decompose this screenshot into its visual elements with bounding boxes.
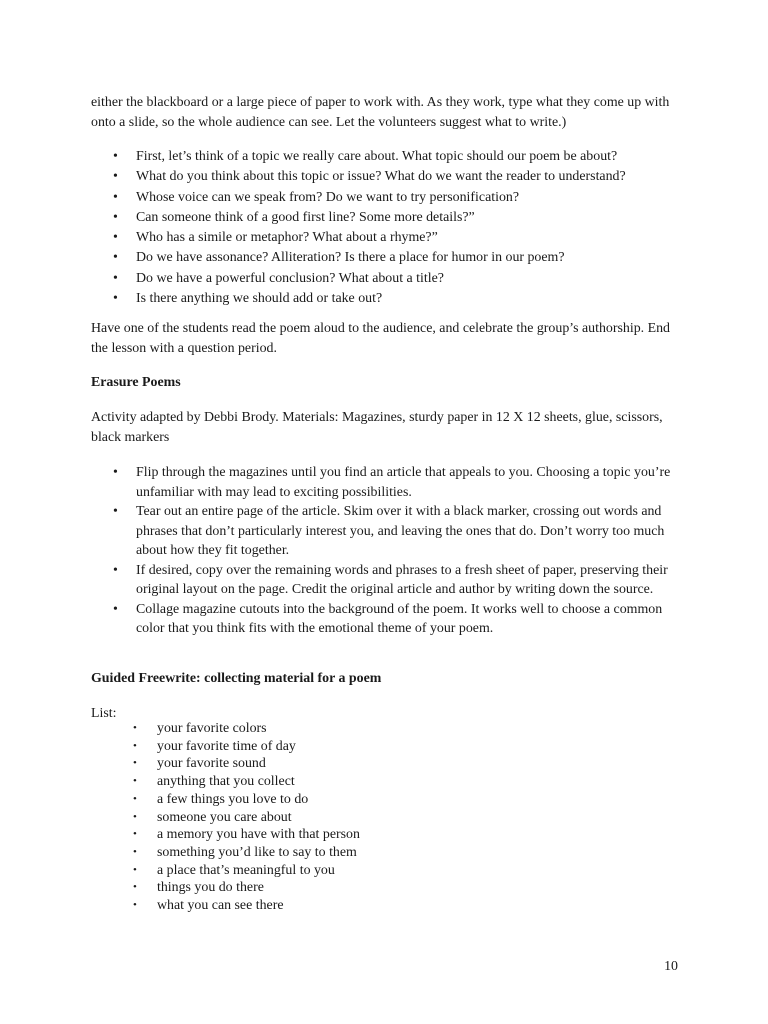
activity-paragraph: Activity adapted by Debbi Brody. Materials: Magazines, sturdy paper in 12 X 12 sheets, glue, scissors, black markers [91,410,663,445]
list-item: • Flip through the magazines until you find an article that appeals to you. Choosing a topic you’re unfamiliar with may lead to exciting possibilities. [113,465,671,500]
list-item: • a place that’s meaningful to you [133,862,335,878]
list-item: • What do you think about this topic or issue? What do we want the reader to understand? [91,167,691,187]
guided-freewrite-heading: Guided Freewrite: collecting material for a poem [91,671,382,686]
list-item: • Collage magazine cutouts into the background of the poem. It works well to choose a common color that you think fits with the emotional theme of your poem. [113,601,663,636]
bullet-icon: • [133,739,137,752]
bullet-icon: • [113,169,118,185]
list-item: • something you’d like to say to them [133,844,357,860]
list-item: • Is there anything we should add or take out? [91,289,691,309]
celebrate-paragraph: Have one of the students read the poem aloud to the audience, and celebrate the group’s authorship. End the lesson with a question period. [91,321,670,356]
page-number: 10 [664,959,678,974]
bullet-icon: • [113,189,118,205]
bullet-icon: • [133,792,137,805]
list-item: • Do we have a powerful conclusion? What about a title? [91,269,691,289]
list-item: • If desired, copy over the remaining words and phrases to a fresh sheet of paper, preserving their original layout on the page. Credit the original article and author by writing down the source. [113,562,668,597]
bullet-icon: • [133,722,137,734]
list-item: • Do we have assonance? Alliteration? Is there a place for humor in our poem? [91,248,691,268]
list-item: • Who has a simile or metaphor? What about a rhyme?” [91,228,691,248]
bullet-icon: • [113,250,118,266]
bullet-icon: • [133,810,137,823]
bullet-icon: • [133,899,137,912]
list-item: • Can someone think of a good first line? Some more details?” [91,208,691,228]
bullet-icon: • [133,757,137,770]
bullet-icon: • [133,775,137,788]
bullet-icon: • [113,504,118,519]
list-item: • anything that you collect [133,774,295,790]
list-item: • a few things you love to do [133,791,309,807]
freewrite-items-list [91,720,591,915]
bullet-icon: • [133,828,137,841]
list-item: • your favorite time of day [133,738,296,754]
workshop-questions-list [91,147,691,309]
bullet-icon: • [133,881,137,894]
intro-paragraph: either the blackboard or a large piece of paper to work with. As they work, type what they come up with onto a slide, so the whole audience can see. Let the volunteers suggest what to write.) [91,95,670,130]
bullet-icon: • [113,230,118,246]
list-item: • Whose voice can we speak from? Do we want to try personification? [91,188,691,208]
bullet-icon: • [133,845,137,858]
bullet-icon: • [133,863,137,876]
bullet-icon: • [113,562,118,578]
list-item: • what you can see there [133,898,284,914]
list-item: • someone you care about [133,809,292,825]
bullet-icon: • [113,291,118,307]
bullet-icon: • [113,601,118,617]
bullet-icon: • [113,465,118,480]
bullet-icon: • [113,270,118,286]
list-item: • Tear out an entire page of the article. Skim over it with a black marker, crossing out words and phrases that don’t particularly interest you, and leaving the ones that do. Don’t worry too much about how they fit together. [113,504,665,558]
list-item: • things you do there [133,880,264,896]
list-item: • your favorite sound [133,756,266,772]
list-item: • First, let’s think of a topic we really care about. What topic should our poem be about? [91,147,691,167]
list-label: List: [91,706,117,721]
list-item: • your favorite colors [133,721,267,736]
bullet-icon: • [113,149,118,164]
erasure-steps-list [91,463,681,639]
erasure-poems-heading: Erasure Poems [91,375,181,390]
list-item: • a memory you have with that person [133,827,360,843]
bullet-icon: • [113,209,118,225]
